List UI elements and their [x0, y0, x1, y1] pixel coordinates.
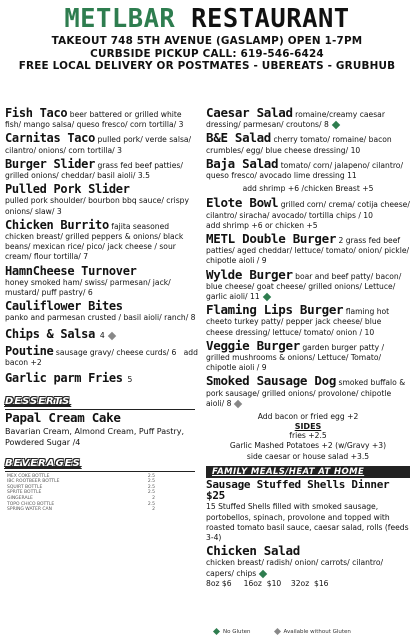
desserts-heading: DESSERTS — [5, 396, 71, 408]
item-name: Veggie Burger — [206, 337, 300, 353]
burger-addons: Add bacon or fried egg +2 — [257, 412, 359, 422]
legend-available-without-gluten: Available without Gluten — [275, 629, 351, 635]
item-name: Sausage Stuffed Shells Dinner $25 — [206, 477, 390, 503]
item-desc: Bavarian Cream, Almond Cream, Puff Pastry, Powdered Sugar /4 — [5, 426, 184, 447]
item-name: Wylde Burger — [206, 266, 293, 282]
left-column — [5, 108, 200, 513]
menu-item-metl-double-burger — [206, 231, 410, 267]
item-name: Papal Cream Cake — [5, 410, 121, 426]
menu-item-be-salad — [206, 130, 410, 155]
no-gluten-icon — [259, 569, 267, 577]
side-item: fries +2.5 — [289, 431, 327, 441]
side-item: side caesar or house salad +3.5 — [246, 451, 370, 461]
beverage-row: SPRING WATER CAN 2 — [7, 507, 155, 513]
item-name: Smoked Sausage Dog — [206, 373, 337, 389]
item-name: Carnitas Taco — [5, 131, 96, 146]
menu-item-veggie-burger — [206, 337, 410, 374]
item-desc: chicken breast/ radish/ onion/ carrots/ cilantro/ capers/ chips — [206, 558, 384, 578]
item-name: Flaming Lips Burger — [206, 302, 344, 318]
item-name: Elote Bowl — [206, 195, 279, 211]
item-desc: garden burger patty / grilled mushrooms & onions/ Lettuce/ Tomato/ chipotle aioli / 9 — [206, 342, 385, 373]
item-desc: grass fed beef patties/ grilled onions/ cheddar/ basil aioli/ 3.5 — [5, 160, 183, 181]
side-item: Garlic Mashed Potatoes +2 (w/Gravy +3) — [229, 441, 387, 451]
menu-item-carnitas-taco — [5, 133, 200, 155]
menu-item-flaming-lips-burger — [206, 302, 410, 338]
item-name: Chicken Salad — [206, 543, 300, 559]
sides-heading: SIDES — [294, 422, 322, 432]
item-price: 5 — [127, 375, 133, 385]
available-without-gluten-icon — [234, 400, 242, 408]
menu-item-wylde-burger — [206, 266, 410, 303]
item-name: Fish Taco — [5, 106, 68, 120]
beverages-heading: BEVERAGES — [5, 457, 81, 469]
menu-item-baja-salad — [206, 155, 410, 181]
item-desc: honey smoked ham/ swiss/ parmesan/ jack/ mustard/ puff pastry/ 6 — [5, 277, 171, 298]
item-desc: pulled pork/ verde salsa/ cilantro/ onions/ corn tortilla/ 3 — [5, 135, 192, 155]
item-name: Chips & Salsa — [5, 326, 96, 341]
item-name: Chicken Burrito — [5, 217, 109, 232]
beverage-row: SPRITE BOTTLE 2.5 — [7, 490, 155, 496]
menu-header — [0, 0, 414, 73]
item-addon: add bacon +2 — [5, 347, 198, 368]
item-name: METL Double Burger — [206, 231, 337, 247]
item-sizes: 8oz $6 16oz $10 32oz $16 — [206, 578, 329, 588]
menu-item-fish-taco — [5, 108, 200, 130]
no-gluten-icon — [332, 121, 340, 129]
no-gluten-icon — [213, 628, 220, 635]
menu-item-garlic-fries — [5, 373, 200, 385]
beverage-row: SQUIRT BOTTLE 2.5 — [7, 484, 155, 490]
item-name: Poutine — [5, 343, 54, 358]
gluten-legend — [214, 629, 351, 635]
item-name: Pulled Pork Slider — [5, 182, 130, 197]
delivery-line: FREE LOCAL DELIVERY OR POSTMATES - UBEREATS - GRUBHUB — [18, 60, 396, 72]
item-desc: fajita seasoned chicken breast/ grilled peppers & onions/ black beans/ mexican rice/ pico/ jack cheese / sour cream/ flour tortilla/ 7 — [5, 221, 184, 262]
item-desc: 15 Stuffed Shells filled with smoked sausage, portobellos, spinach, provolone and topped with roasted tomato basil sauce, caesar salad, rolls (feeds 3-4) — [206, 502, 409, 542]
menu-item-chips-salsa — [5, 326, 200, 341]
item-desc: tomato/ corn/ jalapeno/ cilantro/ queso fresco/ avocado lime dressing 11 — [206, 160, 403, 181]
menu-item-burger-slider — [5, 156, 200, 181]
beverage-row: GINGERALE 2 — [7, 496, 155, 502]
menu-item-pulled-pork-slider — [5, 184, 200, 217]
title-metlbar: METLBAR — [64, 4, 176, 34]
item-name: B&E Salad — [206, 130, 272, 146]
menu-item-stuffed-shells — [206, 477, 410, 543]
item-name: Caesar Salad — [206, 105, 293, 120]
item-desc: sausage gravy/ cheese curds/ 6 — [55, 347, 177, 357]
beverage-row: MEX COKE BOTTLE 2.5 — [7, 473, 155, 479]
legend-no-gluten: No Gluten — [214, 629, 251, 635]
salad-addons: add shrimp +6 /chicken Breast +5 — [242, 184, 374, 194]
no-gluten-icon — [262, 293, 270, 301]
title-restaurant: RESTAURANT — [191, 4, 350, 34]
beverage-row: TOPO CHICO BOTTLE 2.5 — [7, 501, 155, 507]
right-column — [206, 105, 410, 592]
menu-item-smoked-sausage-dog — [206, 373, 410, 409]
menu-item-caesar-salad — [206, 105, 410, 130]
item-desc: romaine/creamy caesar dressing/ parmesan/ croutons/ 8 — [206, 110, 385, 130]
menu-item-poutine — [5, 343, 200, 368]
menu-item-hamncheese-turnover — [5, 263, 200, 299]
item-desc: 2 grass fed beef patties/ aged cheddar/ lettuce/ tomato/ onion/ pickle/ chipotle aioli / 9 — [206, 236, 410, 266]
available-without-gluten-icon — [273, 628, 280, 635]
item-name: HamnCheese Turnover — [5, 263, 137, 278]
item-desc: boar and beef patty/ bacon/ blue cheese/ goat cheese/ grilled onions/ Lettuce/ garlic aioli/ 11 — [206, 271, 402, 302]
beverage-row: IBC ROOTBEER BOTTLE 2.5 — [7, 479, 155, 485]
beverages-divider — [5, 471, 195, 472]
beverages-list — [5, 474, 195, 513]
takeout-line: TAKEOUT 748 5TH AVENUE (GASLAMP) OPEN 1-7PM — [51, 35, 363, 47]
available-without-gluten-icon — [107, 331, 115, 339]
menu-item-chicken-burrito — [5, 217, 200, 263]
item-desc: pulled pork shoulder/ bourbon bbq sauce/ crispy onions/ slaw/ 3 — [5, 196, 189, 216]
item-name: Burger Slider — [5, 156, 96, 171]
restaurant-title — [0, 3, 414, 35]
item-addon: add shrimp +6 or chicken +5 — [206, 220, 318, 230]
curbside-line: CURBSIDE PICKUP CALL: 619-546-6424 — [90, 47, 324, 60]
item-price: 4 — [99, 330, 105, 340]
item-desc: beer battered or grilled white fish/ mango salsa/ queso fresco/ corn tortilla/ 3 — [5, 110, 184, 130]
item-desc: panko and parmesan crusted / basil aioli/ ranch/ 8 — [5, 313, 196, 323]
item-desc: smoked buffalo & pork sausage/ grilled onions/ provolone/ chipotle aioli/ 8 — [206, 378, 406, 408]
item-name: Garlic parm Fries — [5, 371, 123, 386]
item-name: Baja Salad — [206, 155, 279, 171]
item-desc: grilled corn/ crema/ cotija cheese/ cilantro/ siracha/ avocado/ tortilla chips / 10 — [206, 200, 410, 220]
item-name: Cauliflower Bites — [5, 299, 123, 314]
menu-item-papal-cream-cake — [5, 410, 200, 447]
item-desc: flaming hot cheeto turkey patty/ pepper jack cheese/ blue cheese dressing/ lettuce/ tomato/ onion / 10 — [206, 307, 390, 337]
family-meals-heading: FAMILY MEALS/HEAT AT HOME — [206, 466, 410, 478]
sides-section — [206, 422, 410, 462]
item-desc: cherry tomato/ romaine/ bacon crumbles/ egg/ blue cheese dressing/ 10 — [206, 135, 392, 155]
menu-item-chicken-salad — [206, 543, 410, 589]
menu-item-elote-bowl — [206, 195, 410, 231]
menu-item-cauliflower-bites — [5, 301, 200, 323]
